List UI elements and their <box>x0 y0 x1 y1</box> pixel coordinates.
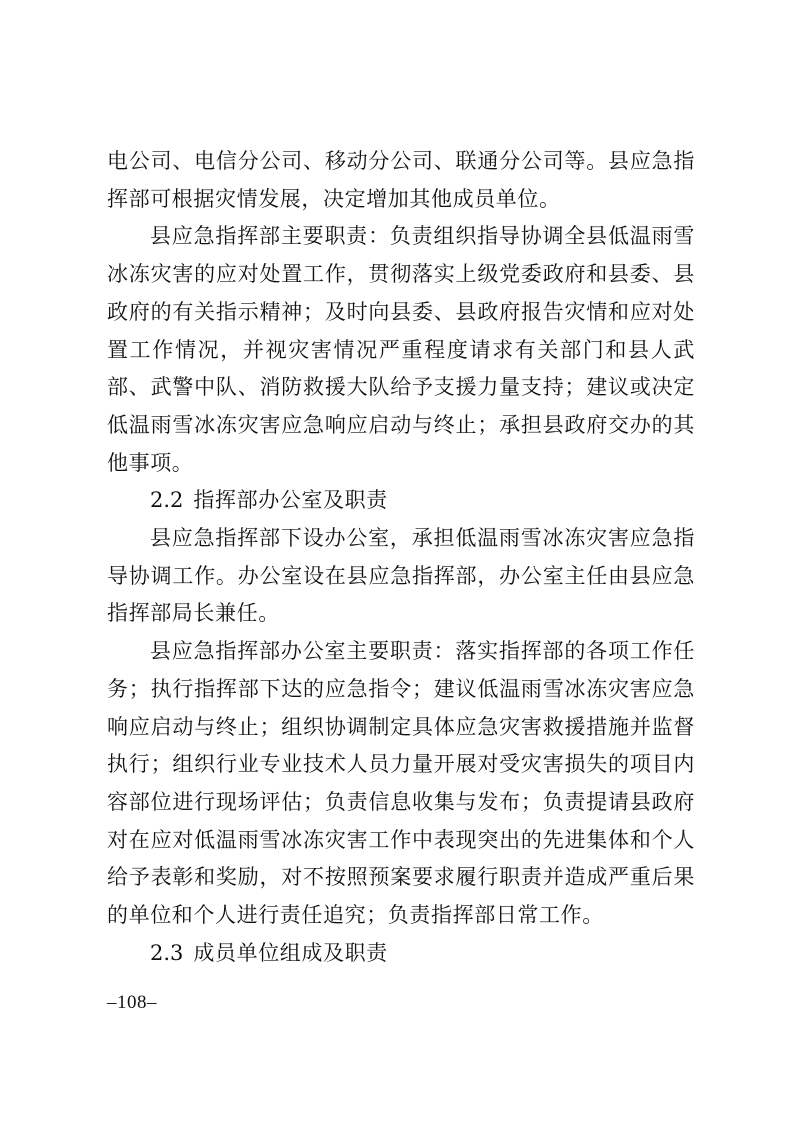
paragraph-continuation: 电公司、电信分公司、移动分公司、联通分公司等。县应急指挥部可根据灾情发展，决定增加其他成员单位。 <box>107 149 695 211</box>
section-heading-2-3 <box>107 935 695 973</box>
paragraph-command-duties: 县应急指挥部主要职责：负责组织指导协调全县低温雨雪冰冻灾害的应对处置工作，贯彻落实上级党委政府和县委、县政府的有关指示精神；及时向县委、县政府报告灾情和应对处置工作情况，并视灾害情况严重程度请求有关部门和县人武部、武警中队、消防救援大队给予支援力量支持；建议或决定低温雨雪冰冻灾害应急响应启动与终止；承担县政府交办的其他事项。 <box>107 224 695 475</box>
section-title: 指挥部办公室及职责 <box>193 488 388 513</box>
body-text <box>107 143 695 972</box>
section-title: 成员单位组成及职责 <box>193 940 388 965</box>
page-number: –108– <box>107 992 157 1013</box>
paragraph-office-duties: 县应急指挥部办公室主要职责：落实指挥部的各项工作任务；执行指挥部下达的应急指令；建议低温雨雪冰冻灾害应急响应启动与终止；组织协调制定具体应急灾害救援措施并监督执行；组织行业专业技术人员力量开展对受灾害损失的项目内容部位进行现场评估；负责信息收集与发布；负责提请县政府对在应对低温雨雪冰冻灾害工作中表现突出的先进集体和个人给予表彰和奖励，对不按照预案要求履行职责并造成严重后果的单位和个人进行责任追究；负责指挥部日常工作。 <box>107 639 695 928</box>
section-heading-2-2 <box>107 482 695 520</box>
section-number: 2.3 <box>150 940 184 965</box>
section-number: 2.2 <box>150 488 184 513</box>
paragraph-office-setup: 县应急指挥部下设办公室，承担低温雨雪冰冻灾害应急指导协调工作。办公室设在县应急指挥部，办公室主任由县应急指挥部局长兼任。 <box>107 526 695 626</box>
